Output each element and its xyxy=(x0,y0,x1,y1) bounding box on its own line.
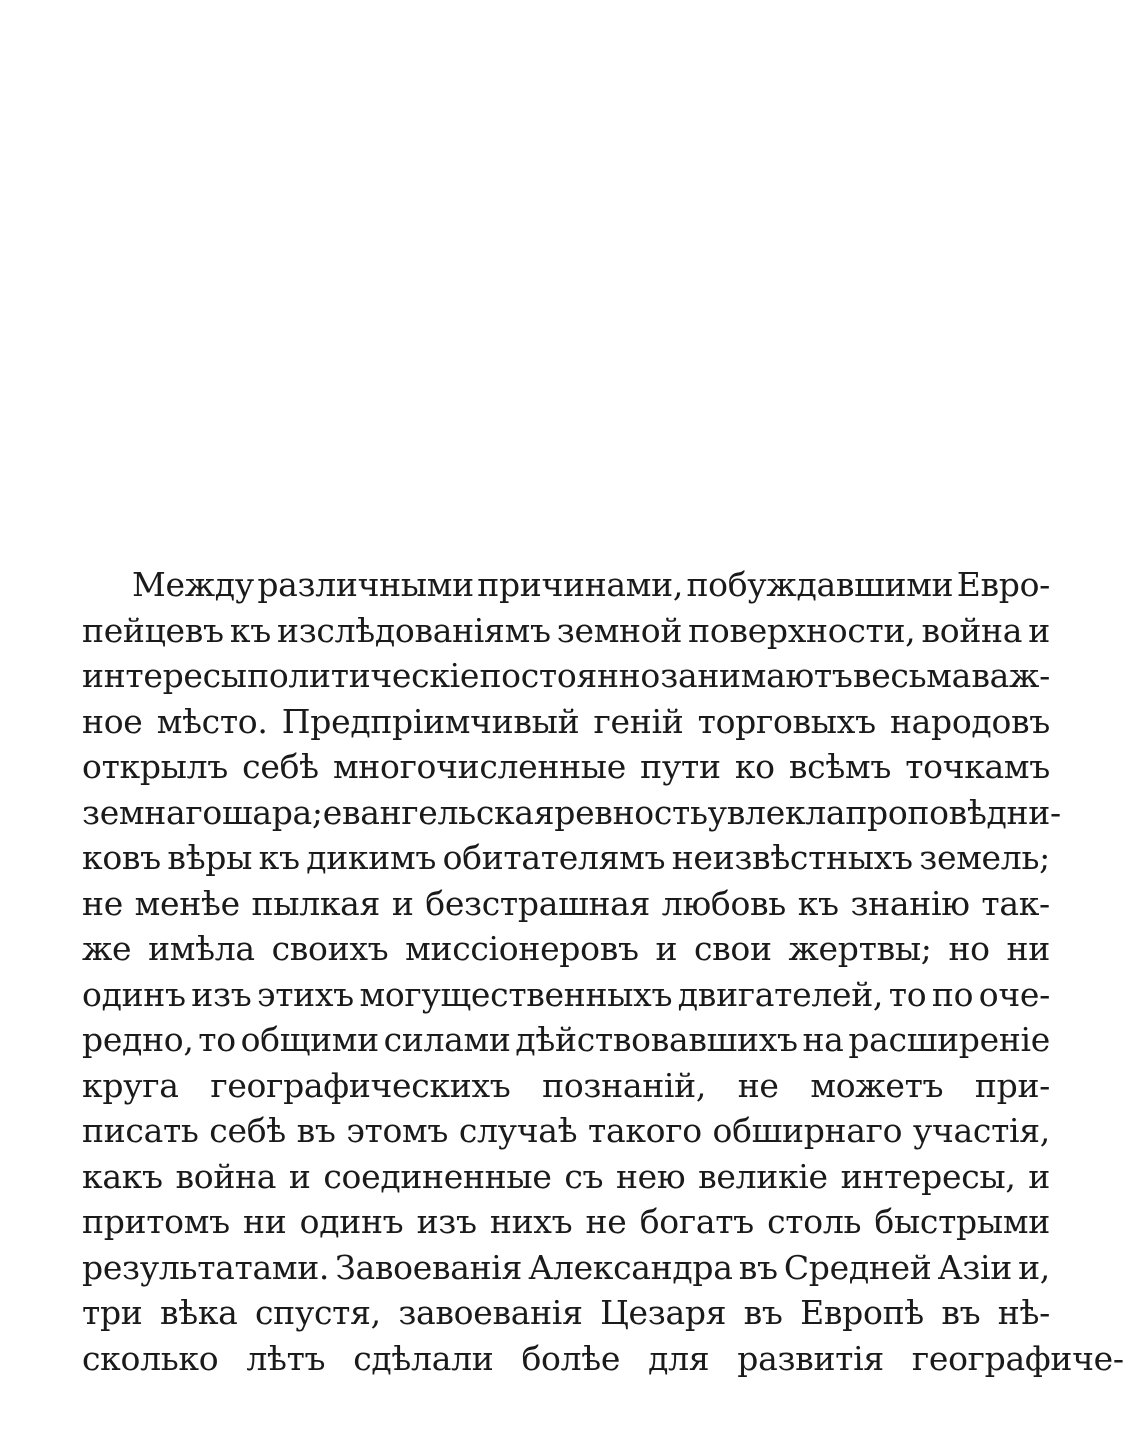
word: въ xyxy=(743,1293,783,1332)
word: не xyxy=(737,1065,779,1105)
word: проповѣдни- xyxy=(845,792,1061,832)
word: весьма xyxy=(852,656,972,695)
text-line xyxy=(82,1154,1050,1200)
word: вѣры xyxy=(167,838,253,877)
word: и, xyxy=(1018,1247,1050,1287)
word: редно, xyxy=(82,1020,194,1059)
word: но xyxy=(948,929,990,968)
word: быстрыми xyxy=(874,1202,1050,1241)
word: война xyxy=(921,610,1023,650)
word: на xyxy=(802,1020,844,1059)
word: по xyxy=(931,974,974,1014)
word: географиче- xyxy=(911,1338,1124,1378)
word: этихъ xyxy=(257,974,354,1014)
word: съ xyxy=(564,1156,604,1196)
word: результатами. xyxy=(82,1247,330,1287)
word: соединенные xyxy=(323,1156,552,1196)
word: изслѣдованіямъ xyxy=(277,610,551,650)
word: къ xyxy=(229,610,271,650)
word: какъ xyxy=(82,1156,163,1196)
word: такого xyxy=(588,1111,702,1150)
word: открылъ xyxy=(82,747,228,786)
word: къ xyxy=(258,838,300,877)
word: одинъ xyxy=(299,1202,404,1241)
word: Средней xyxy=(783,1247,932,1287)
text-line xyxy=(82,835,1050,881)
word: себѣ xyxy=(209,1111,286,1150)
word: миссіонеровъ xyxy=(405,929,639,968)
word: круга xyxy=(82,1065,179,1105)
word: великіе xyxy=(698,1156,828,1196)
word: своихъ xyxy=(271,929,389,968)
word: вѣка xyxy=(159,1293,238,1332)
word: и xyxy=(391,883,414,923)
word: интересы, xyxy=(840,1156,1016,1196)
word: ко xyxy=(734,747,775,786)
word: сдѣлали xyxy=(353,1338,494,1378)
word: любовь xyxy=(661,883,786,923)
word: война xyxy=(175,1156,277,1196)
word: причинами, xyxy=(477,565,684,604)
word: геній xyxy=(593,701,684,741)
word: дикимъ xyxy=(306,838,437,877)
word: важ- xyxy=(971,656,1050,695)
word: поверхности, xyxy=(688,610,916,650)
word: же xyxy=(82,929,132,968)
word: этомъ xyxy=(346,1111,449,1150)
text-line xyxy=(82,1108,1050,1154)
text-line xyxy=(82,1063,1050,1109)
text-line xyxy=(82,699,1050,745)
word: пылкая xyxy=(251,883,381,923)
word: себѣ xyxy=(242,747,319,786)
word: познаній, xyxy=(542,1065,707,1105)
word: богатъ xyxy=(639,1202,754,1241)
text-line xyxy=(82,744,1050,790)
word: жертвы; xyxy=(788,929,932,968)
word: нею xyxy=(615,1156,686,1196)
text-line xyxy=(82,562,1050,608)
word: пути xyxy=(640,747,721,786)
word: постоянно xyxy=(479,656,660,695)
word: имѣла xyxy=(148,929,255,968)
word: Азіи xyxy=(937,1247,1012,1287)
word: въ xyxy=(941,1293,981,1332)
word: различными xyxy=(257,565,474,604)
word: одинъ xyxy=(82,974,186,1014)
word: Между xyxy=(132,565,254,604)
word: народовъ xyxy=(889,701,1050,741)
word: знанію xyxy=(850,883,970,923)
word: дѣйствовавшихъ xyxy=(515,1020,798,1059)
word: Цезаря xyxy=(600,1293,727,1332)
word: обитателямъ xyxy=(442,838,666,877)
word: побуждавшими xyxy=(686,565,954,604)
word: въ xyxy=(738,1247,778,1287)
word: то xyxy=(888,974,927,1014)
word: завоеванія xyxy=(398,1293,583,1332)
word: ковъ xyxy=(82,838,161,877)
word: не xyxy=(585,1202,627,1241)
word: торговыхъ xyxy=(697,701,876,741)
word: три xyxy=(82,1293,143,1332)
word: земнаго xyxy=(82,792,222,832)
text-line xyxy=(82,1199,1050,1245)
word: Евро- xyxy=(956,565,1050,604)
word: развитія xyxy=(737,1338,884,1378)
word: пейцевъ xyxy=(82,610,224,650)
word: для xyxy=(648,1338,710,1378)
word: при- xyxy=(974,1065,1050,1105)
text-line xyxy=(82,1245,1050,1291)
word: свои xyxy=(693,929,772,968)
word: многочисленные xyxy=(332,747,626,786)
word: географическихъ xyxy=(210,1065,511,1105)
word: ни xyxy=(1006,929,1050,968)
word: менѣе xyxy=(134,883,240,923)
word: Европѣ xyxy=(800,1293,924,1332)
word: ни xyxy=(243,1202,287,1241)
word: Александра xyxy=(528,1247,733,1287)
word: увлекла xyxy=(707,792,846,832)
word: мѣсто. xyxy=(156,701,268,741)
text-line xyxy=(82,1290,1050,1336)
word: занимаютъ xyxy=(660,656,853,695)
word: изъ xyxy=(191,974,252,1014)
word: писать xyxy=(82,1111,199,1150)
word: Завоеванія xyxy=(335,1247,523,1287)
word: лѣтъ xyxy=(246,1338,326,1378)
word: притомъ xyxy=(82,1202,230,1241)
word: двигателей, xyxy=(677,974,884,1014)
word: всѣмъ xyxy=(788,747,892,786)
word: не xyxy=(82,883,123,923)
text-line xyxy=(82,926,1050,972)
word: земель; xyxy=(919,838,1050,877)
word: участія, xyxy=(912,1111,1050,1150)
body-paragraph xyxy=(82,562,1124,1381)
word: расширеніе xyxy=(848,1020,1050,1059)
word: Предпріимчивый xyxy=(281,701,580,741)
word: изъ xyxy=(416,1202,477,1241)
word: и xyxy=(655,929,678,968)
word: безстрашная xyxy=(425,883,651,923)
text-line xyxy=(82,881,1050,927)
word: нихъ xyxy=(489,1202,573,1241)
text-line xyxy=(82,653,1050,699)
word: нѣ- xyxy=(997,1293,1050,1332)
word: ное xyxy=(82,701,143,741)
word: оче- xyxy=(978,974,1050,1014)
word: болѣе xyxy=(521,1338,621,1378)
word: можетъ xyxy=(810,1065,944,1105)
word: шара; xyxy=(221,792,323,832)
word: и xyxy=(288,1156,311,1196)
word: земной xyxy=(556,610,683,650)
word: силами xyxy=(383,1020,511,1059)
word: политическіе xyxy=(247,656,480,695)
word: обширнаго xyxy=(712,1111,903,1150)
word: и xyxy=(1028,610,1050,650)
text-line xyxy=(82,608,1050,654)
word: ревность xyxy=(554,792,708,832)
word: неизвѣстныхъ xyxy=(671,838,913,877)
word: спустя, xyxy=(255,1293,381,1332)
word: могущественныхъ xyxy=(359,974,673,1014)
word: сколько xyxy=(82,1338,219,1378)
text-line xyxy=(82,972,1050,1018)
text-line xyxy=(82,1336,1124,1382)
word: интересы xyxy=(82,656,247,695)
word: и xyxy=(1028,1156,1050,1196)
word: въ xyxy=(296,1111,336,1150)
text-line xyxy=(82,1017,1050,1063)
word: евангельская xyxy=(322,792,555,832)
word: къ xyxy=(797,883,839,923)
word: столь xyxy=(767,1202,862,1241)
word: так- xyxy=(981,883,1050,923)
word: случаѣ xyxy=(458,1111,578,1150)
word: то xyxy=(198,1020,236,1059)
word: точкамъ xyxy=(905,747,1050,786)
word: общими xyxy=(240,1020,379,1059)
text-line xyxy=(82,790,1061,836)
